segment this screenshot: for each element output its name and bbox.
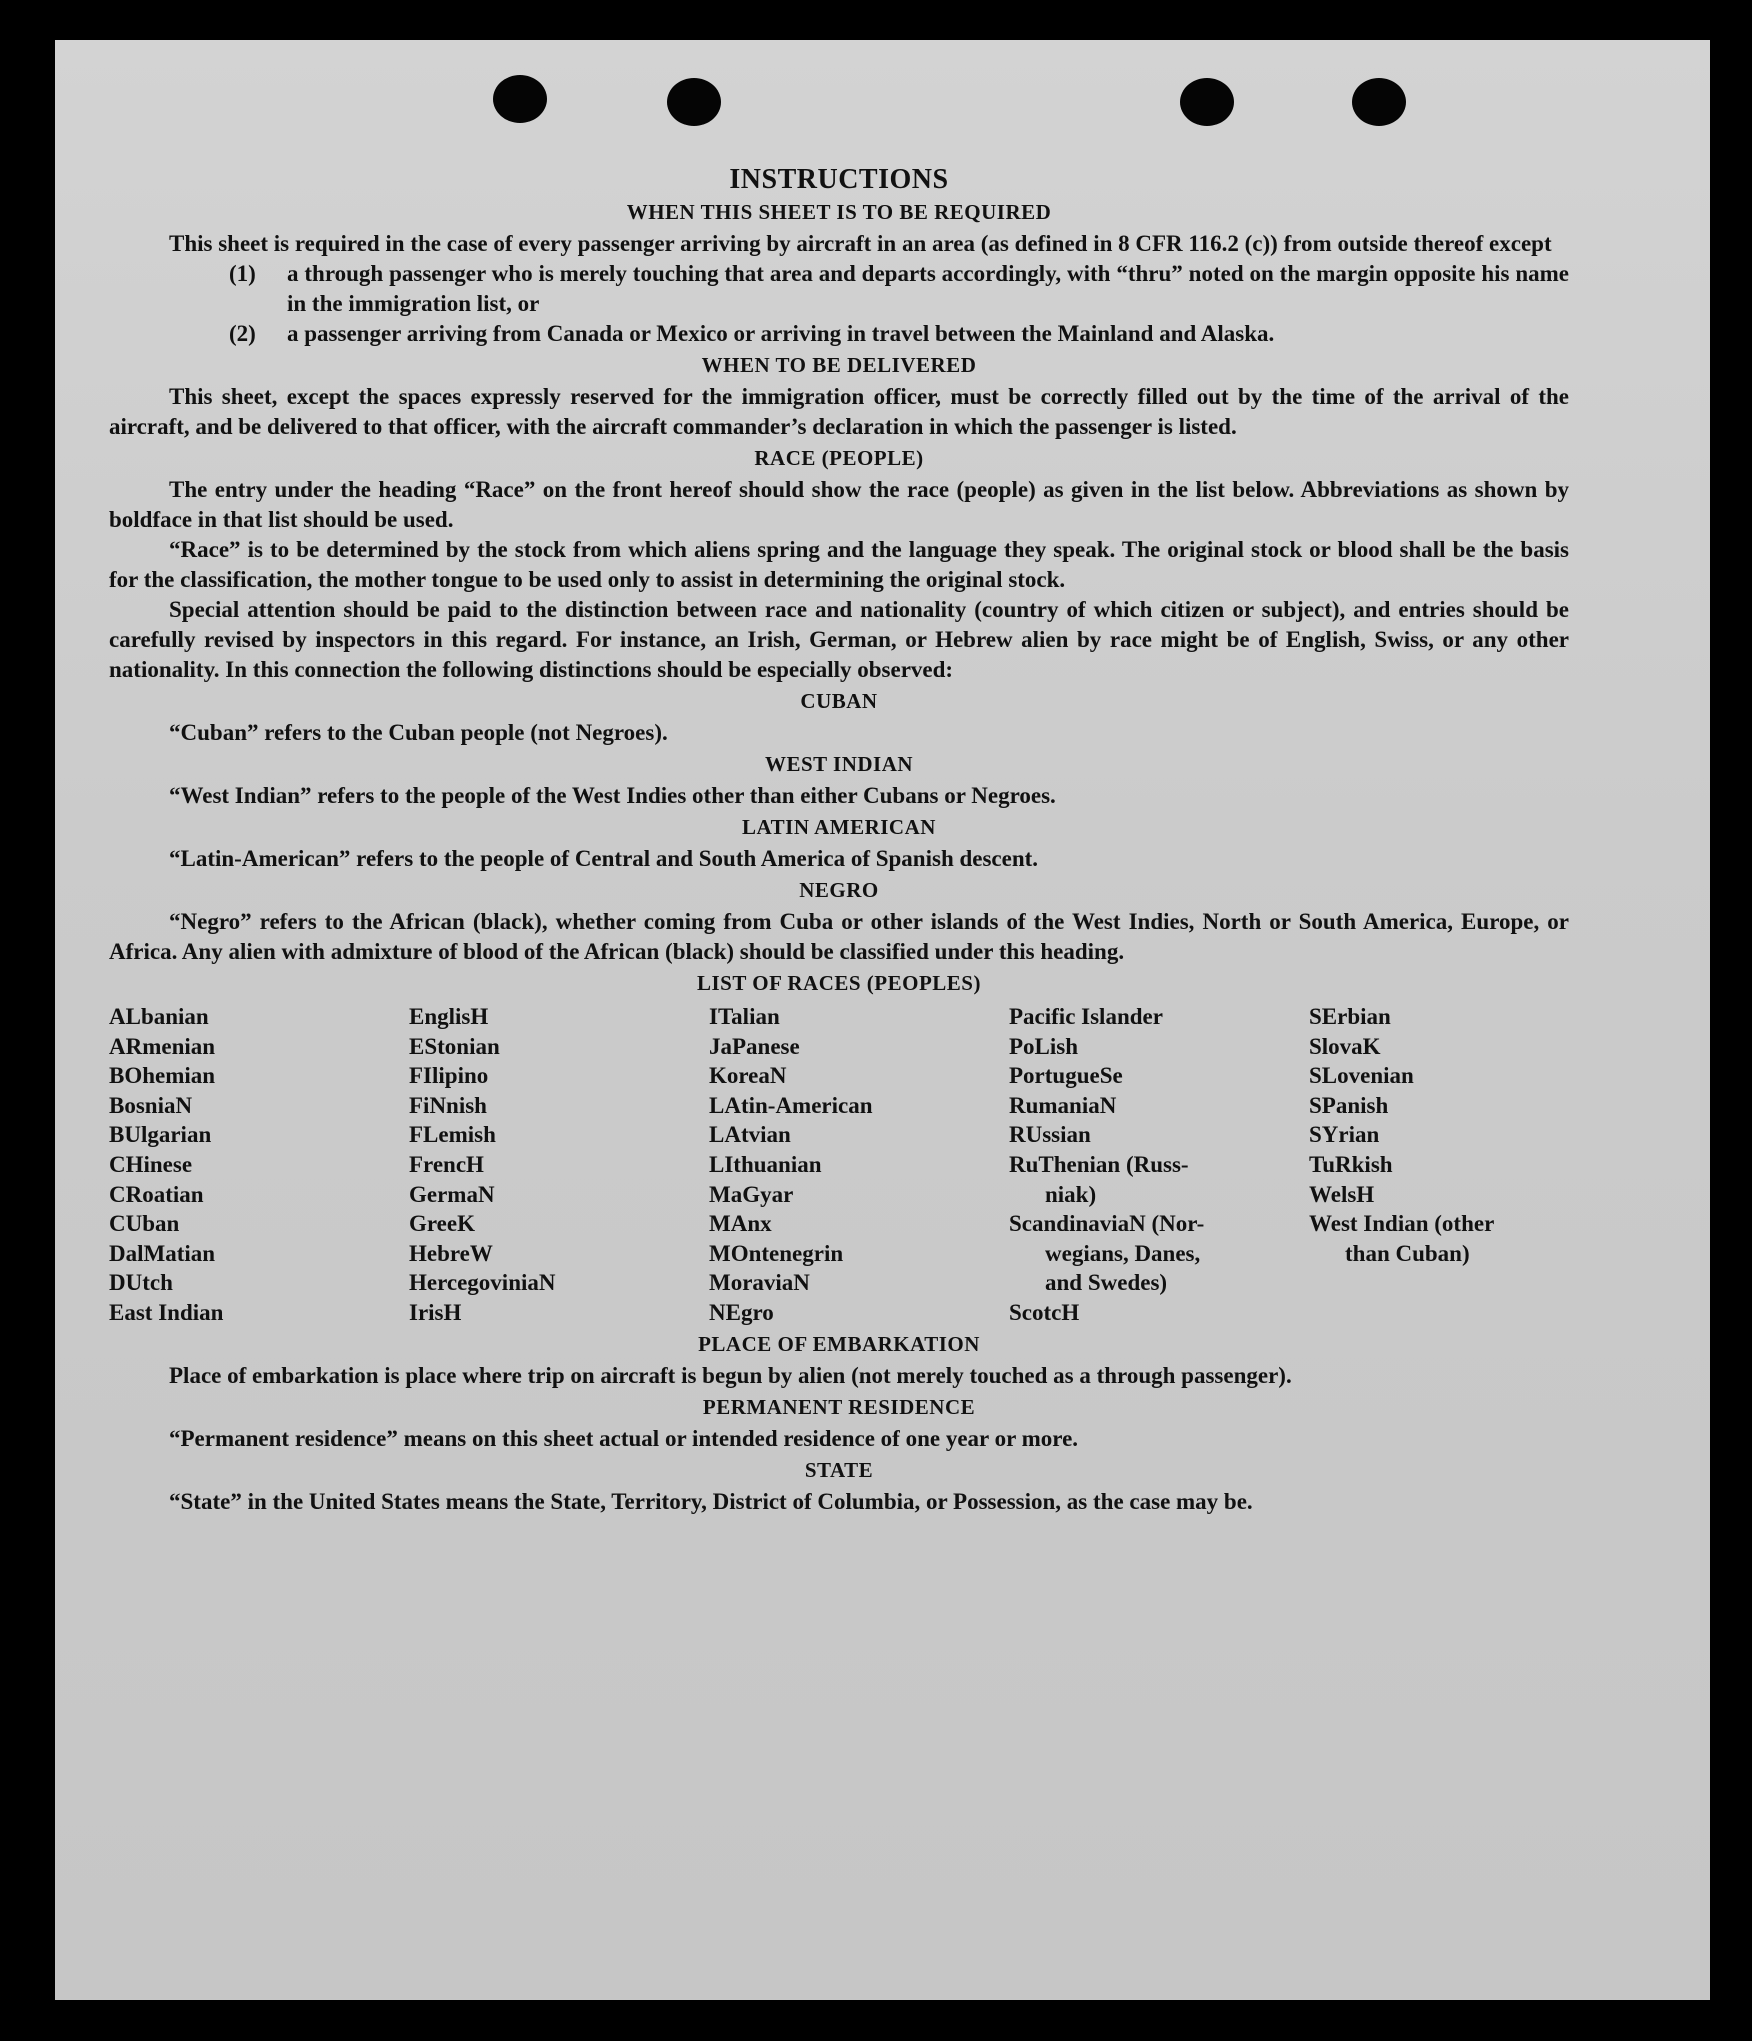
race-entry: LIthuanian	[709, 1151, 822, 1177]
race-entry: ALbanian	[109, 1004, 209, 1029]
race-entry: DUtch	[109, 1270, 173, 1296]
race-column	[1309, 1002, 1569, 1328]
section-heading: LIST OF RACES (PEOPLES)	[697, 971, 981, 995]
race-entry: wegians, Danes,	[1045, 1240, 1201, 1266]
punch-hole	[1180, 78, 1234, 126]
race-entry: FIlipino	[409, 1063, 489, 1089]
race-entry: SLovenian	[1309, 1063, 1414, 1089]
paragraph: “Cuban” refers to the Cuban people (not Negroes).	[169, 720, 668, 745]
paragraph: This sheet, except the spaces expressly reserved for the immigration officer, must be correctly filled out by the time of the arrival of the aircraft, and be delivered to that officer, with the aircraft commander’s declaration in which the passenger is listed.	[109, 384, 1569, 439]
section-heading: STATE	[804, 1457, 874, 1482]
item-number: (2)	[229, 321, 256, 346]
race-entry: PoLish	[1009, 1033, 1079, 1059]
race-entry: GermaN	[409, 1181, 495, 1207]
list-item	[229, 319, 1569, 349]
race-entry: IrisH	[409, 1299, 462, 1325]
race-entry: RumaniaN	[1009, 1092, 1117, 1118]
section-heading: RACE (PEOPLE)	[754, 446, 924, 470]
race-entry: PortugueSe	[1009, 1063, 1123, 1089]
race-entry: SErbian	[1309, 1004, 1391, 1029]
punch-hole	[493, 75, 547, 123]
race-entry: LAtvian	[709, 1122, 791, 1148]
race-entry: MaGyar	[709, 1181, 794, 1207]
race-entry: BosniaN	[109, 1092, 193, 1118]
section-heading: NEGRO	[799, 878, 879, 902]
section-heading: PLACE OF EMBARKATION	[698, 1331, 980, 1356]
race-column	[1009, 1002, 1309, 1328]
race-entry: WelsH	[1309, 1181, 1375, 1207]
instructions-content	[109, 164, 1569, 1517]
race-entry: CUban	[109, 1211, 180, 1237]
race-entry: EStonian	[409, 1033, 500, 1059]
paragraph: “Negro” refers to the African (black), whether coming from Cuba or other islands of the West Indies, North or South America, Europe, or Africa. Any alien with admixture of blood of the African (black) should be classified under this heading.	[109, 909, 1569, 964]
race-entry: BOhemian	[109, 1063, 216, 1089]
race-entry: ITalian	[709, 1004, 780, 1029]
paragraph: Place of embarkation is place where trip on aircraft is begun by alien (not merely touched as a through passenger).	[169, 1362, 1292, 1388]
race-entry: GreeK	[409, 1211, 475, 1237]
paragraph: The entry under the heading “Race” on the front hereof should show the race (people) as given in the list below. Abbreviations as shown by boldface in that list should be used.	[109, 477, 1569, 532]
paragraph: Special attention should be paid to the distinction between race and nationality (country of which citizen or subject), and entries should be carefully revised by inspectors in this regard. For instance, an Irish, German, or Hebrew alien by race might be of English, Swiss, or any other nationality. In this connection the following distinctions should be especially observed:	[109, 597, 1569, 682]
race-entry: CHinese	[109, 1151, 193, 1177]
item-number: (1)	[229, 261, 256, 286]
item-text: a passenger arriving from Canada or Mexico or arriving in travel between the Mainland and Alaska.	[287, 321, 1275, 346]
section-heading: LATIN AMERICAN	[742, 815, 936, 839]
race-column	[409, 1002, 709, 1328]
paragraph: “Latin-American” refers to the people of Central and South America of Spanish descent.	[169, 846, 1039, 871]
race-entry: SlovaK	[1309, 1033, 1381, 1059]
race-entry: ScandinaviaN (Nor-	[1009, 1211, 1205, 1237]
paragraph: This sheet is required in the case of every passenger arriving by aircraft in an area (as defined in 8 CFR 116.2 (c)) from outside thereof except	[169, 231, 1552, 256]
section-heading: CUBAN	[800, 689, 878, 713]
race-entry: West Indian (other	[1309, 1211, 1495, 1237]
race-entry: and Swedes)	[1045, 1270, 1168, 1296]
race-entry: HercegoviniaN	[409, 1270, 556, 1296]
race-entry: LAtin-American	[709, 1092, 873, 1118]
race-entry: ARmenian	[109, 1033, 216, 1059]
punch-hole	[1352, 78, 1406, 126]
race-entry: MoraviaN	[709, 1270, 810, 1296]
race-column	[709, 1002, 1009, 1328]
race-entry: SPanish	[1309, 1092, 1389, 1118]
race-entry: DalMatian	[109, 1240, 216, 1266]
section-heading: WEST INDIAN	[764, 752, 914, 776]
paragraph: “Permanent residence” means on this sheet actual or intended residence of one year or more.	[169, 1425, 1079, 1451]
document-sheet	[55, 40, 1710, 2000]
race-entry: than Cuban)	[1345, 1240, 1470, 1266]
race-list	[109, 1002, 1569, 1328]
race-entry: FLemish	[409, 1122, 496, 1148]
race-entry: BUlgarian	[109, 1122, 212, 1148]
race-entry: EnglisH	[409, 1004, 489, 1029]
race-entry: Pacific Islander	[1009, 1004, 1163, 1029]
section-heading: WHEN TO BE DELIVERED	[701, 353, 977, 377]
race-entry: CRoatian	[109, 1181, 204, 1207]
punch-hole	[667, 78, 721, 126]
race-entry: NEgro	[709, 1299, 774, 1325]
list-item	[229, 259, 1569, 319]
race-entry: JaPanese	[709, 1033, 800, 1059]
race-entry: SYrian	[1309, 1122, 1380, 1148]
race-column	[109, 1002, 409, 1328]
page-title: INSTRUCTIONS	[729, 164, 949, 195]
race-entry: MOntenegrin	[709, 1240, 844, 1266]
race-entry: MAnx	[709, 1211, 772, 1237]
race-entry: East Indian	[109, 1299, 224, 1325]
section-heading: WHEN THIS SHEET IS TO BE REQUIRED	[626, 200, 1052, 224]
race-entry: KoreaN	[709, 1063, 787, 1089]
race-entry: niak)	[1045, 1181, 1097, 1207]
race-entry: HebreW	[409, 1240, 493, 1266]
race-entry: TuRkish	[1309, 1151, 1393, 1177]
race-entry: RuThenian (Russ-	[1009, 1151, 1189, 1177]
race-entry: ScotcH	[1009, 1299, 1080, 1325]
race-entry: FrencH	[409, 1151, 484, 1177]
race-entry: RUssian	[1009, 1122, 1091, 1148]
paragraph: “Race” is to be determined by the stock from which aliens spring and the language they speak. The original stock or blood shall be the basis for the classification, the mother tongue to be used only to assist in determining the original stock.	[109, 537, 1569, 592]
paragraph: “West Indian” refers to the people of the West Indies other than either Cubans or Negroes.	[169, 783, 1056, 808]
paragraph: “State” in the United States means the State, Territory, District of Columbia, or Possession, as the case may be.	[169, 1488, 1253, 1514]
item-text: a through passenger who is merely touching that area and departs accordingly, with “thru” noted on the margin opposite his name in the immigration list, or	[287, 261, 1569, 316]
section-heading: PERMANENT RESIDENCE	[702, 1394, 976, 1419]
race-entry: FiNnish	[409, 1092, 487, 1118]
